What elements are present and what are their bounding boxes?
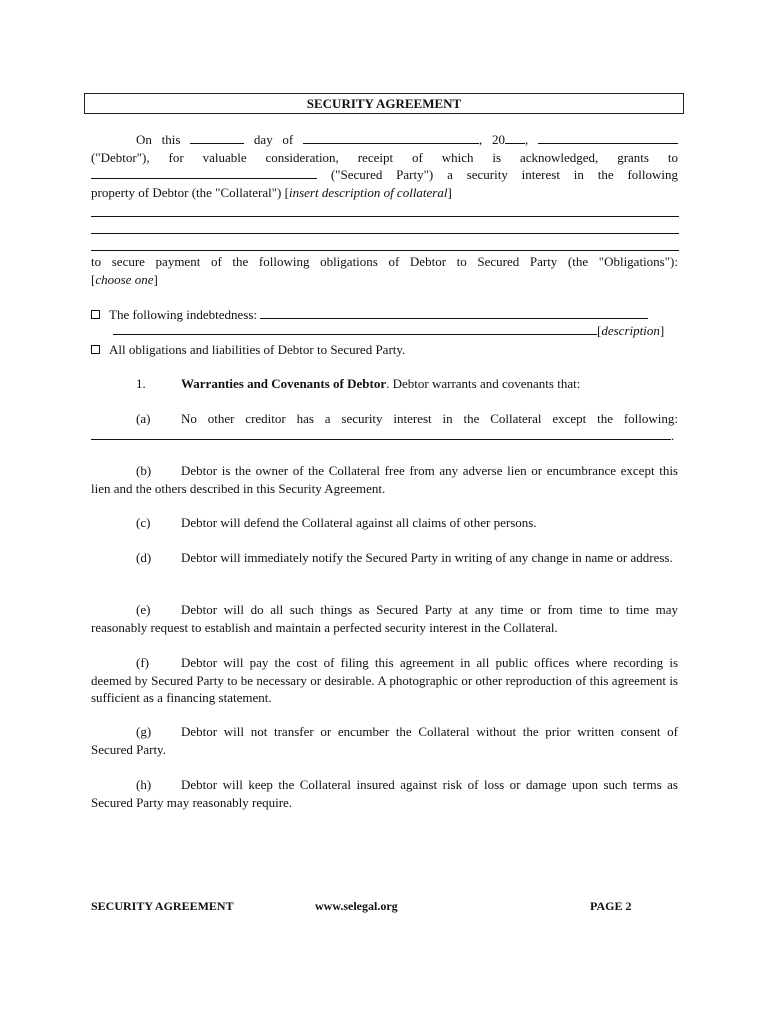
item-letter: (h) <box>136 777 152 792</box>
item-text: Debtor will do all such things as Secured Party at any time or from time to time may reasonably request to establish and maintain a perfected security interest in the Collateral. <box>91 602 678 635</box>
item-a <box>91 410 678 428</box>
secured-party-text: ("Secured Party") a security interest in the following <box>330 167 678 182</box>
footer-page-number: PAGE 2 <box>590 899 632 913</box>
section-heading: Warranties and Covenants of Debtor <box>181 376 387 391</box>
checkbox-icon[interactable] <box>91 310 100 319</box>
close-bracket: ] <box>153 272 158 287</box>
item-d <box>91 549 678 567</box>
item-text: Debtor will immediately notify the Secured Party in writing of any change in name or address. <box>181 550 673 565</box>
open-bracket: [ <box>91 272 96 287</box>
item-f <box>91 654 678 707</box>
item-text: Debtor is the owner of the Collateral free from any adverse lien or encumbrance except this lien and the others described in this Security Agreement. <box>91 463 678 496</box>
intro-line-4 <box>91 184 678 202</box>
comma-text: , <box>479 132 483 147</box>
collateral-line-3 <box>91 250 679 251</box>
item-text: No other creditor has a security interest in the Collateral except the following: <box>181 411 678 426</box>
option-label: The following indebtedness: <box>109 307 258 322</box>
item-g <box>91 723 678 758</box>
collateral-line-2 <box>91 233 679 234</box>
footer-title: SECURITY AGREEMENT <box>91 899 234 913</box>
item-a-line <box>91 427 678 445</box>
checkbox-icon[interactable] <box>91 345 100 354</box>
month-blank <box>303 131 479 144</box>
choose-one-text: choose one <box>95 272 154 287</box>
collateral-line-1 <box>91 216 679 217</box>
item-letter: (a) <box>136 411 151 426</box>
secured-party-blank <box>91 166 317 179</box>
day-blank <box>190 131 244 144</box>
intro-line-1 <box>91 131 678 149</box>
section-number: 1. <box>136 376 146 391</box>
document-title: SECURITY AGREEMENT <box>84 93 684 114</box>
item-c <box>91 514 678 532</box>
close-bracket: ] <box>447 185 452 200</box>
intro-line-3 <box>91 166 678 184</box>
item-letter: (b) <box>136 463 152 478</box>
option-label: All obligations and liabilities of Debtor to Secured Party. <box>109 342 406 357</box>
option-indebtedness <box>91 306 678 324</box>
indebtedness-blank <box>260 306 648 319</box>
description-line <box>91 322 678 340</box>
on-this-text: On this <box>136 132 181 147</box>
debtor-name-blank <box>538 131 678 144</box>
item-letter: (g) <box>136 724 152 739</box>
item-letter: (e) <box>136 602 151 617</box>
item-text: Debtor will not transfer or encumber the Collateral without the prior written consent of Secured Party. <box>91 724 678 757</box>
year-blank <box>505 131 525 144</box>
item-e <box>91 601 678 636</box>
period: . <box>671 428 675 443</box>
footer-website[interactable]: www.selegal.org <box>315 899 398 913</box>
insert-description-text: insert description of collateral <box>288 185 448 200</box>
property-text: property of Debtor (the "Collateral") [ <box>91 185 289 200</box>
day-of-text: day of <box>253 132 294 147</box>
obligations-choose <box>91 271 678 289</box>
item-h <box>91 776 678 811</box>
section-lead: . Debtor warrants and covenants that: <box>386 376 581 391</box>
description-blank <box>113 322 597 335</box>
exception-blank <box>91 427 671 440</box>
item-letter: (f) <box>136 655 149 670</box>
item-letter: (c) <box>136 515 151 530</box>
close-bracket: ] <box>659 323 665 338</box>
intro-line-2: ("Debtor"), for valuable consideration, receipt of which is acknowledged, grants to <box>91 150 678 165</box>
obligations-text: to secure payment of the following obligations of Debtor to Secured Party (the "Obligations"): <box>91 254 678 269</box>
year-suffix: , <box>525 132 529 147</box>
item-b <box>91 462 678 497</box>
year-prefix: 20 <box>492 132 506 147</box>
item-text: Debtor will keep the Collateral insured against risk of loss or damage upon such terms as Secured Party may reasonably require. <box>91 777 678 810</box>
item-text: Debtor will pay the cost of filing this agreement in all public offices where recording is deemed by Secured Party to be necessary or desirable. A photographic or other reproduction of this agreement is sufficient as a financing statement. <box>91 655 678 705</box>
open-bracket: [ <box>597 323 602 338</box>
item-letter: (d) <box>136 550 152 565</box>
description-label: description <box>601 323 660 338</box>
item-text: Debtor will defend the Collateral against all claims of other persons. <box>181 515 537 530</box>
option-all-obligations <box>91 341 678 359</box>
section-1-heading <box>91 375 678 393</box>
